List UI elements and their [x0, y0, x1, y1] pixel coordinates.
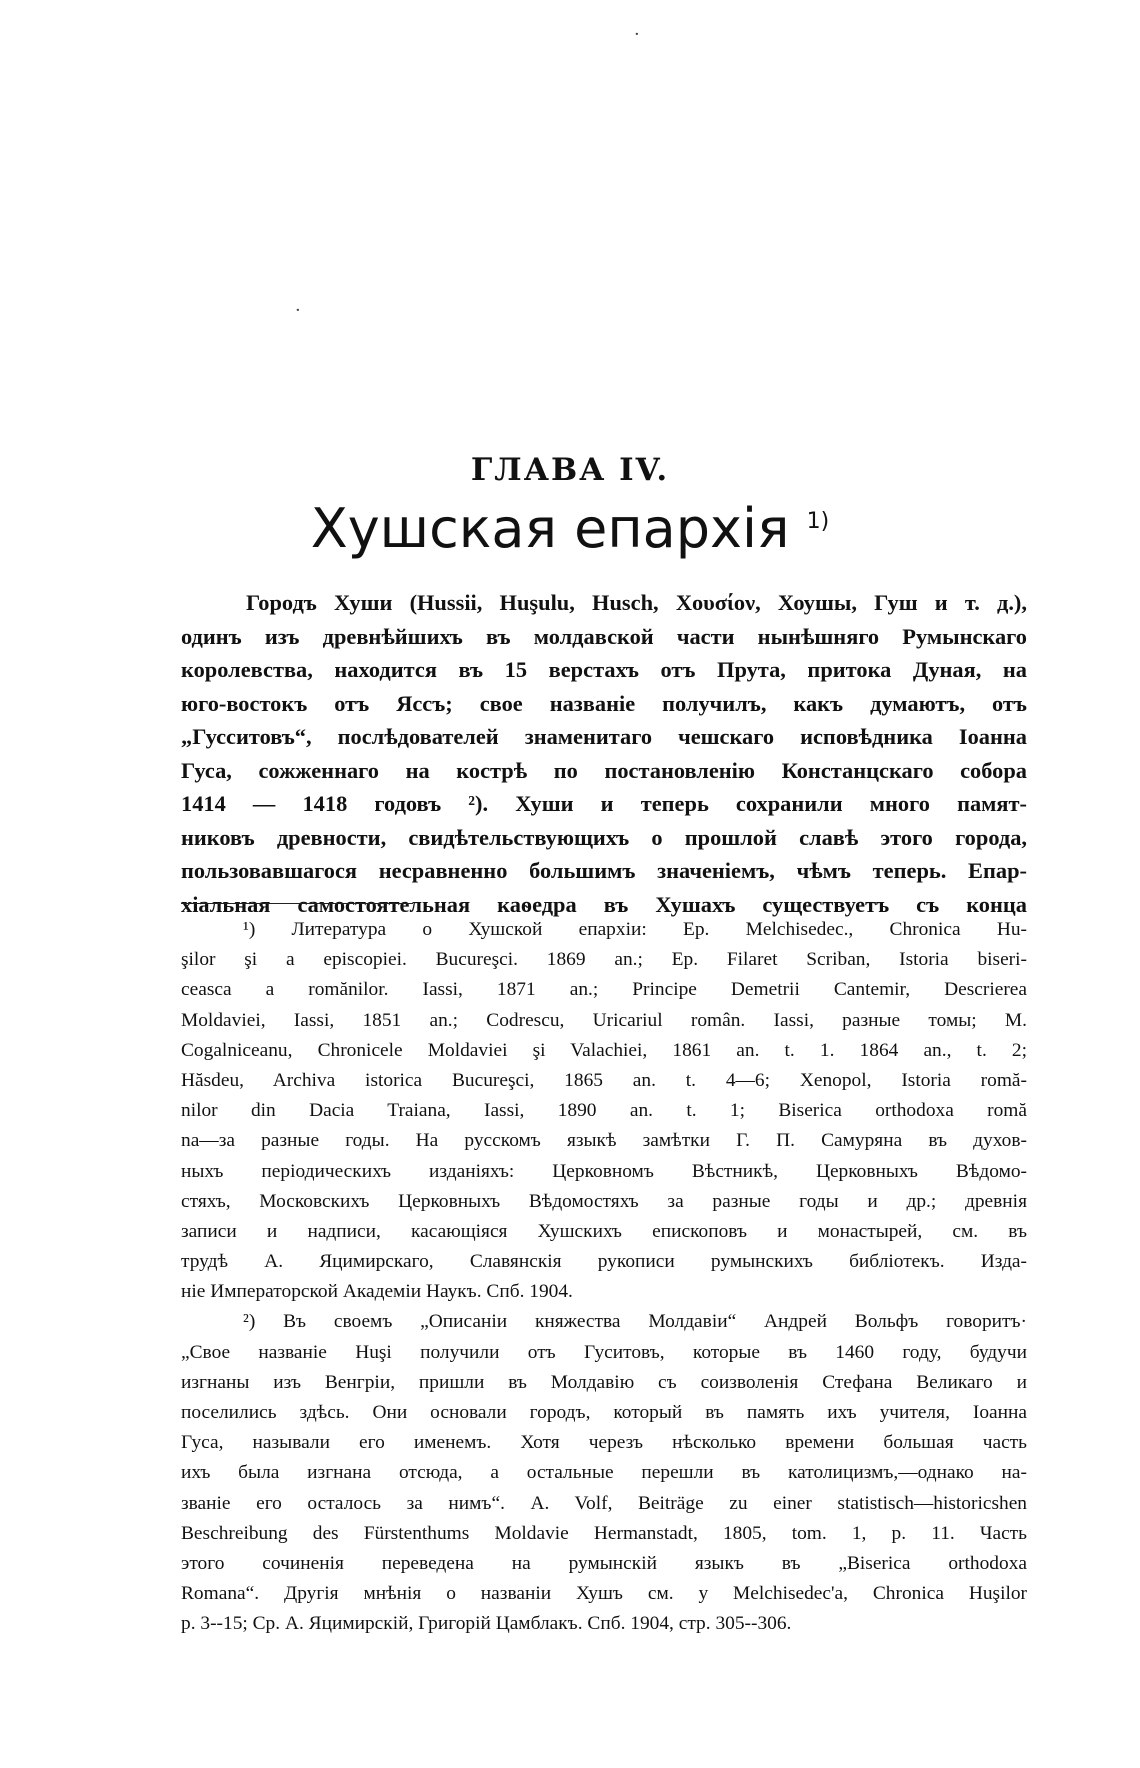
footnote-line: ²) Въ своемъ „Описаніи княжества Молдавіи“ Андрей Вольфъ говоритъ· [243, 1311, 1027, 1333]
speck-top: · [634, 24, 640, 45]
footnote-1 [181, 915, 1027, 1307]
footnote-line: Hăsdeu, Archiva istorica Bucureşci, 1865 an. t. 4—6; Xenopol, Istoria romă- [181, 1069, 1027, 1091]
footnote-line: nilor din Dacia Traiana, Iassi, 1890 an. t. 1; Biserica orthodoxa romă [181, 1100, 1027, 1122]
body-line: Гуса, сожженнаго на кострѣ по постановленію Констанцскаго собора [181, 757, 1027, 783]
main-text [181, 586, 1027, 921]
footnote-line: Гуса, называли его именемъ. Хотя черезъ нѣсколько времени большая часть [181, 1432, 1027, 1454]
body-line: юго-востокъ отъ Яссъ; свое названіе получилъ, какъ думаютъ, отъ [181, 690, 1027, 716]
footnote-line: стяхъ, Московскихъ Церковныхъ Вѣдомостяхъ за разные годы и др.; древнія [181, 1190, 1027, 1212]
chapter-title [0, 497, 1140, 560]
footnote-line: Cogalniceanu, Chronicele Moldaviei şi Valachiei, 1861 an. t. 1. 1864 an., t. 2; [181, 1039, 1027, 1061]
footnote-line: ихъ была изгнана отсюда, а остальные перешли въ католицизмъ,—однако на- [181, 1462, 1027, 1484]
footnote-line: Romana“. Другія мнѣнія о названіи Хушъ см. у Melchisedec'a, Chronica Huşilor [181, 1583, 1027, 1605]
footnote-line: şilor şi a episcopiei. Bucureşci. 1869 an.; Ep. Filaret Scriban, Istoria biseri- [181, 949, 1027, 971]
footnote-line: „Свое названіе Huşi получили отъ Гуситовъ, которые въ 1460 году, будучи [181, 1341, 1027, 1363]
footnote-line: этого сочиненія переведена на румынскій языкъ въ „Biserica orthodoxa [181, 1552, 1027, 1574]
body-line: никовъ древности, свидѣтельствующихъ о прошлой славѣ этого города, [181, 824, 1027, 850]
chapter-heading: ГЛАВА IV. [470, 452, 670, 488]
footnote-line: p. 3--15; Ср. А. Яцимирскій, Григорій Цамблакъ. Спб. 1904, стр. 305--306. [181, 1613, 792, 1635]
footnote-line: изгнаны изъ Венгріи, пришли въ Молдавію съ соизволенія Стефана Великаго и [181, 1371, 1027, 1393]
footnote-line: ceasca a romănilor. Iassi, 1871 an.; Principe Demetrii Cantemir, Descrierea [181, 979, 1027, 1001]
body-line: Городъ Хуши (Hussii, Huşulu, Husch, Χουσίον, Хоушы, Гуш и т. д.), [246, 590, 1027, 615]
body-line: пользовавшагося несравненно большимъ значеніемъ, чѣмъ теперь. Епар- [181, 858, 1027, 883]
footnote-line: трудѣ А. Яцимирскаго, Славянскія рукописи румынскихъ библіотекъ. Изда- [181, 1251, 1027, 1273]
body-line: королевства, находится въ 15 верстахъ отъ Прута, притока Дуная, на [181, 657, 1027, 682]
footnote-2 [181, 1307, 1027, 1639]
title-footnote-ref: 1) [806, 509, 830, 534]
footnote-rule [181, 903, 413, 904]
footnote-line: ніе Императорской Академіи Наукъ. Спб. 1904. [181, 1281, 573, 1303]
footnote-line: Moldaviei, Iassi, 1851 an.; Codrescu, Uricariul român. Iassi, разные томы; M. [181, 1009, 1027, 1031]
body-line: хіальная самостоятельная каѳедра въ Хушахъ существуетъ съ конца [181, 891, 1027, 917]
footnote-line: na—за разные годы. На русскомъ языкѣ замѣтки Г. П. Самуряна въ духов- [181, 1130, 1027, 1152]
footnote-line: записи и надписи, касающіяся Хушскихъ епископовъ и монастырей, см. въ [181, 1220, 1027, 1242]
footnote-line: званіе его осталось за нимъ“. A. Volf, Beiträge zu einer statistisch—historicshen [181, 1492, 1027, 1514]
footnote-line: ¹) Литература о Хушской епархіи: Ep. Melchisedec., Chronica Hu- [243, 919, 1027, 940]
footnote-line: ныхъ періодическихъ изданіяхъ: Церковномъ Вѣстникѣ, Церковныхъ Вѣдомо- [181, 1160, 1027, 1182]
footnote-line: Beschreibung des Fürstenthums Moldavie Hermanstadt, 1805, tom. 1, p. 11. Часть [181, 1522, 1027, 1544]
body-line: „Гусситовъ“, послѣдователей знаменитаго чешскаго исповѣдника Іоанна [181, 724, 1027, 749]
body-line: одинъ изъ древнѣйшихъ въ молдавской части нынѣшняго Румынскаго [181, 623, 1027, 649]
footnotes [181, 915, 1027, 1640]
body-line: 1414 — 1418 годовъ ²). Хуши и теперь сохранили много памят- [181, 791, 1027, 816]
chapter-title-text: Хушская епархія [310, 497, 790, 560]
footnote-line: поселились здѣсь. Они основали городъ, который въ память ихъ учителя, Іоанна [181, 1402, 1027, 1423]
speck-left: · [295, 300, 301, 321]
